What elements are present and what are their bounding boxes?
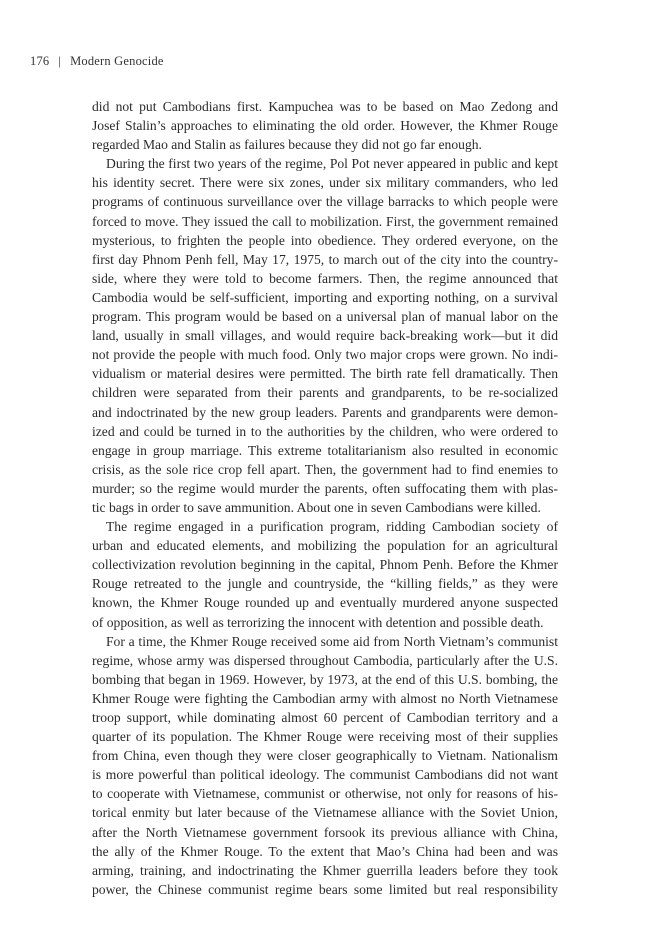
text-line: from China, even though they were closer geographically to Vietnam. Nationalism [92, 748, 558, 764]
text-line: forced to move. They issued the call to mobilization. First, the government remained [92, 213, 558, 229]
text-line: children were separated from their parents and grandparents, to be re-socialized [92, 385, 558, 401]
text-line: his identity secret. There were six zones, under six military commanders, who led [92, 175, 558, 191]
text-line: not provide the people with much food. Only two major crops were grown. No indi- [92, 347, 558, 363]
text-line: power, the Chinese communist regime bears some limited but real responsibility [92, 881, 558, 897]
text-line: During the first two years of the regime, Pol Pot never appeared in public and kept [106, 156, 558, 172]
text-line: The regime engaged in a purification program, ridding Cambodian society of [106, 519, 558, 535]
text-line: land, usually in small villages, and would require back-breaking work—but it did [92, 328, 558, 344]
text-line: engage in group marriage. This extreme totalitarianism also resulted in economic [92, 442, 558, 458]
text-line: mysterious, to frighten the people into obedience. They ordered everyone, on the [92, 232, 558, 248]
text-line: did not put Cambodians first. Kampuchea was to be based on Mao Zedong and [92, 99, 558, 114]
page-number: 176 [30, 54, 50, 68]
text-line: For a time, the Khmer Rouge received some aid from North Vietnam’s communist [106, 633, 558, 649]
text-line: is more powerful than political ideology. The communist Cambodians did not want [92, 767, 558, 783]
text-line: collectivization revolution beginning in the capital, Phnom Penh. Before the Khmer [92, 557, 558, 573]
text-line: side, where they were told to become farmers. Then, the regime announced that [92, 270, 558, 286]
text-line: to cooperate with Vietnamese, communist or otherwise, not only for reasons of his- [92, 786, 558, 802]
running-header [30, 54, 164, 69]
text-line: murder; so the regime would murder the parents, often suffocating them with plas- [92, 480, 558, 496]
text-line: Josef Stalin’s approaches to eliminating the old order. However, the Khmer Rouge [92, 118, 558, 134]
text-line: regime, whose army was dispersed throughout Cambodia, particularly after the U.S. [92, 652, 558, 668]
text-line: Khmer Rouge were fighting the Cambodian army with almost no North Vietnamese [92, 690, 558, 706]
text-line: Rouge retreated to the jungle and countryside, the “killing fields,” as they were [92, 576, 558, 592]
body-text [92, 97, 558, 899]
paragraph [92, 517, 558, 632]
text-line: urban and educated elements, and mobilizing the population for an agricultural [92, 538, 558, 554]
paragraph [92, 97, 558, 154]
text-line: after the North Vietnamese government forsook its previous alliance with China, [92, 824, 558, 840]
text-line: bombing that began in 1969. However, by 1973, at the end of this U.S. bombing, the [92, 671, 558, 687]
paragraph [92, 632, 558, 899]
text-line: first day Phnom Penh fell, May 17, 1975, to march out of the city into the country- [92, 251, 558, 267]
text-line: arming, training, and indoctrinating the Khmer guerrilla leaders before they took [92, 862, 558, 878]
text-line: programs of continuous surveillance over the village barracks to which people were [92, 194, 558, 210]
header-separator: | [58, 54, 62, 68]
text-line: of opposition, as well as terrorizing the innocent with detention and possible death. [92, 614, 544, 630]
text-line: tic bags in order to save ammunition. About one in seven Cambodians were killed. [92, 499, 541, 515]
text-line: regarded Mao and Stalin as failures because they did not go far enough. [92, 137, 482, 153]
text-line: Cambodia would be self-sufficient, importing and exporting nothing, on a survival [92, 289, 558, 305]
text-line: known, the Khmer Rouge rounded up and eventually murdered anyone suspected [92, 595, 558, 611]
text-line: ized and could be turned in to the authorities by the children, who were ordered to [92, 423, 558, 439]
paragraph [92, 154, 558, 517]
text-line: troop support, while dominating almost 60 percent of Cambodian territory and a [92, 710, 558, 725]
text-line: the ally of the Khmer Rouge. To the extent that Mao’s China had been and was [92, 843, 558, 859]
text-line: program. This program would be based on a universal plan of manual labor on the [92, 309, 558, 325]
text-line: and indoctrinated by the new group leaders. Parents and grandparents were demon- [92, 404, 558, 420]
text-line: crisis, as the sole rice crop fell apart. Then, the government had to find enemies to [92, 461, 558, 477]
text-line: torical enmity but later because of the Vietnamese alliance with the Soviet Union, [92, 805, 558, 821]
book-title: Modern Genocide [70, 54, 164, 68]
text-line: vidualism or material desires were permitted. The birth rate fell dramatically. Then [92, 366, 558, 382]
text-line: quarter of its population. The Khmer Rouge were receiving most of their supplies [92, 729, 558, 745]
